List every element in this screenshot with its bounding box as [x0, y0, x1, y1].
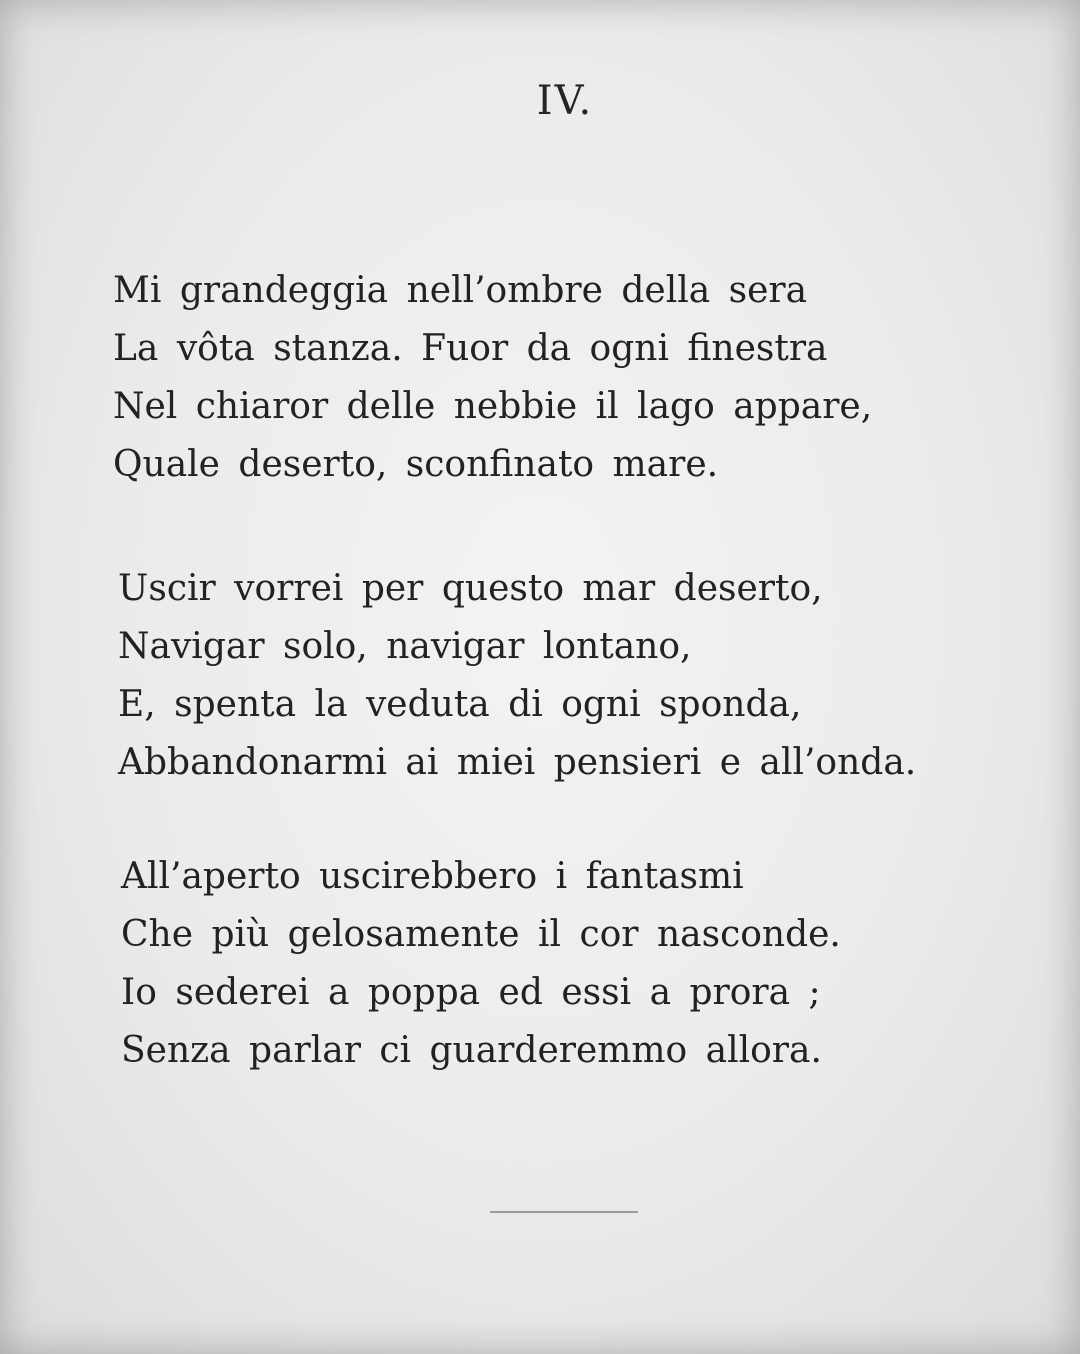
stanza-2 — [118, 560, 1080, 792]
poem-line: All’aperto uscirebbero i fantasmi — [121, 856, 744, 897]
poem-line: Abbandonarmi ai miei pensieri e all’onda. — [118, 742, 917, 783]
poem-line: Navigar solo, navigar lontano, — [118, 626, 692, 667]
stanza-3 — [121, 848, 1080, 1080]
section-number: IV. — [536, 78, 594, 124]
poem-line: E, spenta la veduta di ogni sponda, — [118, 684, 802, 725]
poem-line: La vôta stanza. Fuor da ogni finestra — [113, 328, 828, 369]
poem-line: Nel chiaror delle nebbie il lago appare, — [113, 386, 873, 427]
poem-line: Che più gelosamente il cor nasconde. — [121, 914, 841, 955]
poem-line: Uscir vorrei per questo mar deserto, — [118, 568, 823, 609]
end-divider — [490, 1211, 638, 1213]
poem-line: Quale deserto, sconfinato mare. — [113, 444, 719, 485]
stanza-1 — [113, 262, 1080, 494]
poem-line: Mi grandeggia nell’ombre della sera — [113, 270, 808, 311]
poem-line: Senza parlar ci guarderemmo allora. — [121, 1030, 822, 1071]
poem-line: Io sederei a poppa ed essi a prora ; — [121, 972, 821, 1013]
